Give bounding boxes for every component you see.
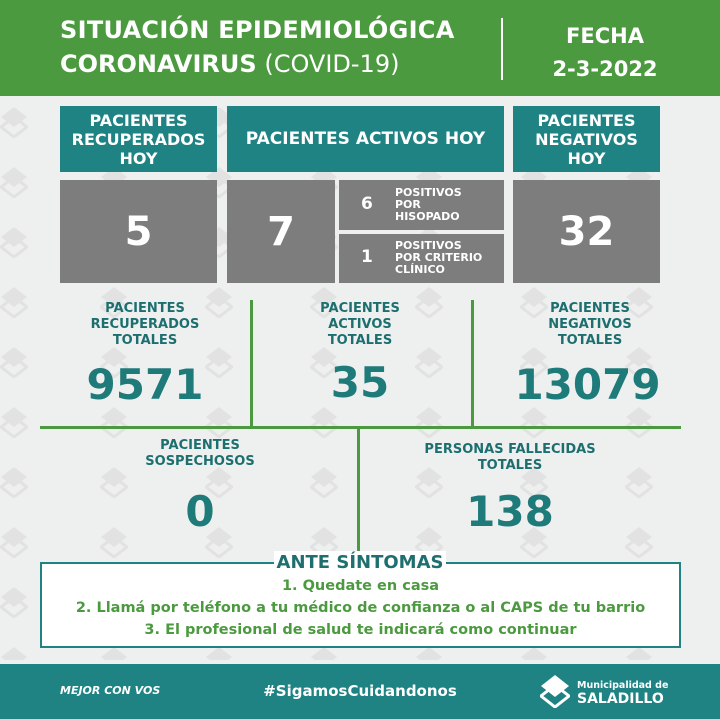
watermark-diamond-icon bbox=[520, 646, 548, 660]
page-subtitle bbox=[60, 50, 399, 78]
watermark-diamond-icon bbox=[625, 406, 653, 441]
footer-ciudad: SALADILLO bbox=[577, 691, 664, 707]
label-line: CLÍNICO bbox=[395, 263, 445, 276]
page-title: SITUACIÓN EPIDEMIOLÓGICA bbox=[60, 16, 455, 44]
activos-hoy-value: 7 bbox=[227, 180, 335, 283]
watermark-diamond-icon bbox=[520, 406, 548, 441]
label-line: NEGATIVOS bbox=[548, 317, 632, 332]
label-line: TOTALES bbox=[477, 458, 543, 473]
watermark-diamond-icon bbox=[625, 526, 653, 561]
label-line: POR CRITERIO bbox=[395, 251, 483, 264]
recuperados-hoy-value: 5 bbox=[60, 180, 217, 283]
ante-sintomas-item-3: 3. El profesional de salud te indicará como continuar bbox=[144, 622, 577, 638]
footer-banner bbox=[0, 664, 720, 719]
footer-hashtag: #SigamosCuidandonos bbox=[263, 682, 457, 700]
recuperados-totales-label bbox=[60, 301, 230, 349]
label-line: PACIENTES bbox=[160, 438, 240, 453]
positivos-clinico-row bbox=[339, 234, 504, 283]
ante-sintomas-item-1: 1. Quedate en casa bbox=[281, 578, 440, 594]
label-line: POR bbox=[395, 198, 421, 211]
watermark-diamond-icon bbox=[0, 646, 28, 660]
label-line: NEGATIVOS bbox=[535, 129, 638, 149]
sospechosos-label bbox=[115, 438, 285, 470]
watermark-diamond-icon bbox=[100, 526, 128, 561]
watermark-diamond-icon bbox=[0, 526, 28, 561]
municipal-logo-icon bbox=[540, 674, 570, 708]
fallecidas-label bbox=[405, 442, 615, 474]
positivos-clinico-label bbox=[395, 240, 482, 276]
activos-totales-label bbox=[290, 301, 430, 349]
watermark-diamond-icon bbox=[0, 166, 28, 201]
subtitle-light: (COVID-19) bbox=[264, 50, 400, 78]
ante-sintomas-item-2: 2. Llamá por teléfono a tu médico de confianza o al CAPS de tu barrio bbox=[75, 600, 646, 616]
label-line: HOY bbox=[119, 148, 158, 168]
watermark-diamond-icon bbox=[415, 646, 443, 660]
ante-sintomas-title: ANTE SÍNTOMAS bbox=[274, 551, 446, 575]
watermark-diamond-icon bbox=[0, 226, 28, 261]
divider-vertical-center bbox=[357, 428, 360, 556]
footer-municipalidad: Municipalidad de bbox=[577, 680, 669, 691]
label-line: TOTALES bbox=[327, 333, 393, 348]
label-line: HISOPADO bbox=[395, 210, 460, 223]
negativos-hoy-label bbox=[513, 106, 660, 172]
positivos-clinico-value: 1 bbox=[361, 247, 373, 267]
divider-horizontal bbox=[40, 426, 681, 429]
watermark-diamond-icon bbox=[100, 406, 128, 441]
recuperados-totales-value: 9571 bbox=[86, 360, 204, 409]
label-line: TOTALES bbox=[557, 333, 623, 348]
divider-vertical-right bbox=[471, 300, 474, 428]
label-line: RECUPERADOS bbox=[90, 317, 200, 332]
label-line: RECUPERADOS bbox=[71, 129, 206, 149]
label-line: PACIENTES bbox=[320, 301, 400, 316]
label-line: PACIENTES bbox=[89, 110, 188, 130]
watermark-diamond-icon bbox=[0, 286, 28, 321]
watermark-diamond-icon bbox=[0, 106, 28, 141]
positivos-hisopado-value: 6 bbox=[361, 194, 373, 214]
subtitle-bold: CORONAVIRUS bbox=[60, 50, 257, 78]
fecha-label: FECHA bbox=[566, 24, 644, 48]
fallecidas-value: 138 bbox=[466, 487, 554, 536]
label-line: PERSONAS FALLECIDAS bbox=[424, 442, 596, 457]
watermark-diamond-icon bbox=[100, 466, 128, 501]
footer-slogan: MEJOR CON VOS bbox=[60, 684, 161, 697]
watermark-diamond-icon bbox=[100, 646, 128, 660]
watermark-diamond-icon bbox=[310, 646, 338, 660]
fecha-value: 2-3-2022 bbox=[552, 57, 658, 81]
watermark-diamond-icon bbox=[0, 346, 28, 381]
label-line: POSITIVOS bbox=[395, 239, 462, 252]
label-line: PACIENTES bbox=[537, 110, 636, 130]
positivos-hisopado-row bbox=[339, 180, 504, 230]
watermark-diamond-icon bbox=[205, 646, 233, 660]
label-line: POSITIVOS bbox=[395, 186, 462, 199]
watermark-diamond-icon bbox=[0, 466, 28, 501]
recuperados-hoy-label bbox=[60, 106, 217, 172]
activos-hoy-label: PACIENTES ACTIVOS HOY bbox=[227, 106, 504, 172]
activos-totales-value: 35 bbox=[330, 358, 390, 407]
label-line: SOSPECHOSOS bbox=[145, 454, 255, 469]
header-divider bbox=[501, 18, 503, 80]
label-line: HOY bbox=[567, 148, 606, 168]
watermark-diamond-icon bbox=[625, 466, 653, 501]
label-line: TOTALES bbox=[112, 333, 178, 348]
watermark-diamond-icon bbox=[205, 406, 233, 441]
negativos-totales-label bbox=[505, 301, 675, 349]
label-line: ACTIVOS bbox=[328, 317, 392, 332]
watermark-diamond-icon bbox=[0, 406, 28, 441]
watermark-diamond-icon bbox=[415, 406, 443, 441]
label-line: PACIENTES bbox=[550, 301, 630, 316]
sospechosos-value: 0 bbox=[185, 487, 215, 536]
negativos-hoy-value: 32 bbox=[513, 180, 660, 283]
watermark-diamond-icon bbox=[0, 586, 28, 621]
header-banner bbox=[0, 0, 720, 96]
watermark-diamond-icon bbox=[310, 406, 338, 441]
positivos-hisopado-label bbox=[395, 187, 462, 223]
label-line: PACIENTES bbox=[105, 301, 185, 316]
divider-vertical-left bbox=[250, 300, 253, 428]
watermark-diamond-icon bbox=[310, 466, 338, 501]
negativos-totales-value: 13079 bbox=[514, 360, 661, 409]
watermark-diamond-icon bbox=[625, 646, 653, 660]
